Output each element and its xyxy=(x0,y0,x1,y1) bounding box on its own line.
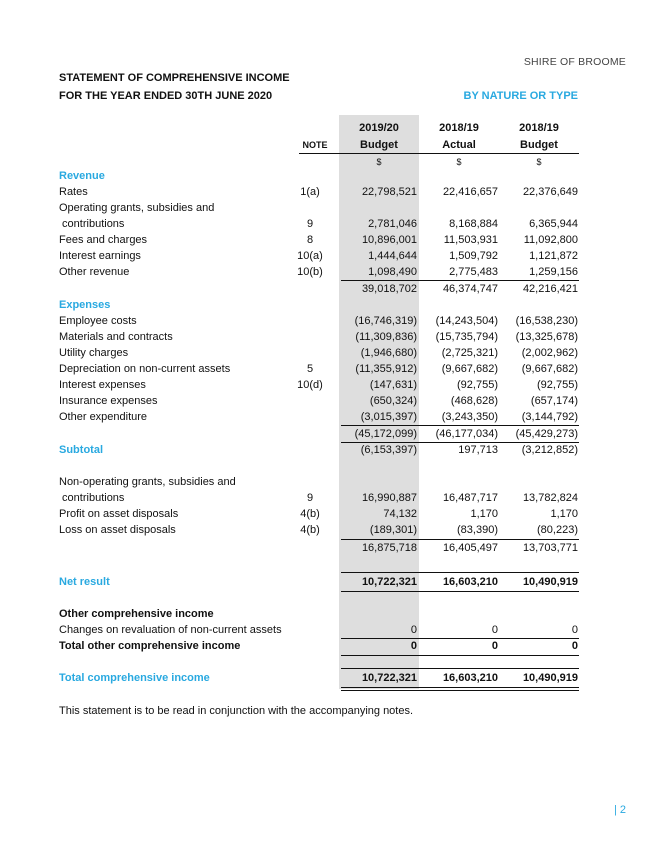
nonop-total-budget-2018-19: 13,703,771 xyxy=(522,542,578,554)
row-note: 9 xyxy=(306,218,314,230)
table-row xyxy=(0,379,652,395)
total-oci-budget-2019-20: 0 xyxy=(410,640,417,652)
total-ci-label: Total comprehensive income xyxy=(59,672,210,684)
expense-total-budget-2018-19: (45,429,273) xyxy=(515,428,578,440)
total-ci-rule-top xyxy=(341,668,579,669)
row-budget-2019-20: 22,798,521 xyxy=(361,186,417,198)
row-budget-2018-19: (657,174) xyxy=(530,395,578,407)
total-ci-actual-2018-19: 16,603,210 xyxy=(442,672,498,684)
row-actual-2018-19: (2,725,321) xyxy=(441,347,498,359)
table-row xyxy=(0,508,652,524)
row-budget-2018-19: (3,144,792) xyxy=(521,411,578,423)
row-budget-2019-20: (189,301) xyxy=(369,524,417,536)
row-label: Other expenditure xyxy=(59,411,148,423)
table-row xyxy=(0,331,652,347)
row-label: Interest earnings xyxy=(59,250,141,262)
row-note: 1(a) xyxy=(300,186,320,198)
nonop-total-budget-2019-20: 16,875,718 xyxy=(361,542,417,554)
row-budget-2018-19: 1,259,156 xyxy=(529,266,578,278)
table-row xyxy=(0,202,652,218)
revenue-heading: Revenue xyxy=(59,170,105,182)
col2-type: Actual xyxy=(442,139,476,151)
row-budget-2018-19: 22,376,649 xyxy=(522,186,578,198)
row-actual-2018-19: (92,755) xyxy=(457,379,498,391)
row-actual-2018-19: (3,243,350) xyxy=(441,411,498,423)
row-label: Fees and charges xyxy=(59,234,148,246)
row-label: Other revenue xyxy=(59,266,130,278)
row-budget-2019-20: 74,132 xyxy=(383,508,417,520)
net-result-row xyxy=(0,576,652,592)
row-budget-2019-20: 1,098,490 xyxy=(368,266,417,278)
statement-title: STATEMENT OF COMPREHENSIVE INCOME xyxy=(59,72,290,84)
revenue-total-rule xyxy=(341,280,579,281)
table-row xyxy=(0,234,652,250)
row-note: 5 xyxy=(306,363,314,375)
total-ci-budget-2018-19: 10,490,919 xyxy=(522,672,578,684)
expense-total-rule-top xyxy=(341,425,579,426)
row-note: 8 xyxy=(306,234,314,246)
subtotal-row xyxy=(0,444,652,460)
row-budget-2018-19: 13,782,824 xyxy=(522,492,578,504)
row-actual-2018-19: 16,487,717 xyxy=(442,492,498,504)
row-budget-2018-19: 1,170 xyxy=(550,508,578,520)
row-budget-2019-20: (11,355,912) xyxy=(355,363,417,375)
row-budget-2018-19: (80,223) xyxy=(537,524,578,536)
row-budget-2018-19: 1,121,872 xyxy=(529,250,578,262)
row-budget-2019-20: 0 xyxy=(410,624,417,636)
row-actual-2018-19: (9,667,682) xyxy=(441,363,498,375)
subtotal-budget-2018-19: (3,212,852) xyxy=(521,444,578,456)
total-oci-row xyxy=(0,640,652,656)
oci-heading: Other comprehensive income xyxy=(59,608,214,620)
row-budget-2019-20: (650,324) xyxy=(369,395,417,407)
table-row xyxy=(0,395,652,411)
note-header: NOTE xyxy=(302,140,328,150)
nonop-total-row xyxy=(0,542,652,558)
row-actual-2018-19: 0 xyxy=(491,624,498,636)
nonop-total-rule xyxy=(341,539,579,540)
total-oci-budget-2018-19: 0 xyxy=(571,640,578,652)
expenses-heading-row xyxy=(0,299,652,315)
total-oci-actual-2018-19: 0 xyxy=(491,640,498,652)
row-note: 10(a) xyxy=(297,250,323,262)
table-row xyxy=(0,218,652,234)
total-ci-budget-2019-20: 10,722,321 xyxy=(361,672,417,684)
expenses-heading: Expenses xyxy=(59,299,111,311)
total-ci-row xyxy=(0,672,652,688)
row-budget-2019-20: (16,746,319) xyxy=(354,315,417,327)
expense-total-budget-2019-20: (45,172,099) xyxy=(354,428,417,440)
row-actual-2018-19: 1,170 xyxy=(470,508,498,520)
row-budget-2018-19: (9,667,682) xyxy=(521,363,578,375)
revenue-total-actual-2018-19: 46,374,747 xyxy=(442,283,498,295)
row-label: Interest expenses xyxy=(59,379,146,391)
row-actual-2018-19: 11,503,931 xyxy=(443,234,498,246)
col1-year: 2019/20 xyxy=(359,122,399,134)
total-oci-label: Total other comprehensive income xyxy=(59,640,241,652)
col2-year: 2018/19 xyxy=(439,122,479,134)
table-row xyxy=(0,186,652,202)
row-budget-2019-20: 10,896,001 xyxy=(361,234,417,246)
row-actual-2018-19: (15,735,794) xyxy=(435,331,498,343)
expense-total-rule-bottom xyxy=(341,442,579,443)
col3-year: 2018/19 xyxy=(519,122,559,134)
row-budget-2019-20: 2,781,046 xyxy=(368,218,417,230)
table-row xyxy=(0,315,652,331)
table-row xyxy=(0,476,652,492)
row-label: contributions xyxy=(59,492,125,504)
row-label: Depreciation on non-current assets xyxy=(59,363,231,375)
row-budget-2018-19: 0 xyxy=(571,624,578,636)
row-label: Employee costs xyxy=(59,315,137,327)
row-label: Insurance expenses xyxy=(59,395,158,407)
row-budget-2019-20: (1,946,680) xyxy=(360,347,417,359)
col2-currency: $ xyxy=(456,157,462,167)
net-result-budget-2018-19: 10,490,919 xyxy=(522,576,578,588)
expense-total-actual-2018-19: (46,177,034) xyxy=(435,428,498,440)
total-oci-rule-top xyxy=(341,638,579,639)
row-budget-2019-20: 1,444,644 xyxy=(368,250,417,262)
table-row xyxy=(0,492,652,508)
row-label: Non-operating grants, subsidies and xyxy=(59,476,236,488)
subtotal-budget-2019-20: (6,153,397) xyxy=(360,444,417,456)
row-note: 10(d) xyxy=(297,379,323,391)
total-ci-double-rule xyxy=(341,687,579,691)
page-number: | 2 xyxy=(613,804,626,816)
net-result-label: Net result xyxy=(59,576,110,588)
row-budget-2019-20: (11,309,836) xyxy=(355,331,417,343)
col3-type: Budget xyxy=(520,139,558,151)
row-label: Loss on asset disposals xyxy=(59,524,176,536)
col1-currency: $ xyxy=(376,157,382,167)
nonop-total-actual-2018-19: 16,405,497 xyxy=(442,542,498,554)
row-label: Changes on revaluation of non-current assets xyxy=(59,624,282,636)
organisation-name: SHIRE OF BROOME xyxy=(523,56,626,68)
row-budget-2018-19: (2,002,962) xyxy=(521,347,578,359)
row-label: Materials and contracts xyxy=(59,331,173,343)
row-label: contributions xyxy=(59,218,125,230)
net-result-rule-top xyxy=(341,572,579,573)
row-budget-2018-19: 6,365,944 xyxy=(529,218,578,230)
col1-type: Budget xyxy=(360,139,398,151)
header-rule xyxy=(299,153,579,154)
row-actual-2018-19: 8,168,884 xyxy=(449,218,498,230)
row-note: 4(b) xyxy=(300,508,320,520)
classification-label: BY NATURE OR TYPE xyxy=(463,90,578,102)
row-note: 10(b) xyxy=(297,266,323,278)
row-actual-2018-19: (83,390) xyxy=(457,524,498,536)
revenue-total-row xyxy=(0,283,652,299)
row-label: Utility charges xyxy=(59,347,129,359)
table-row xyxy=(0,250,652,266)
row-budget-2018-19: (92,755) xyxy=(537,379,578,391)
row-label: Operating grants, subsidies and xyxy=(59,202,215,214)
col3-currency: $ xyxy=(536,157,542,167)
row-actual-2018-19: 1,509,792 xyxy=(449,250,498,262)
subtotal-label: Subtotal xyxy=(59,444,103,456)
row-label: Rates xyxy=(59,186,88,198)
row-budget-2019-20: (3,015,397) xyxy=(360,411,417,423)
table-row xyxy=(0,363,652,379)
revenue-total-budget-2019-20: 39,018,702 xyxy=(361,283,417,295)
table-row xyxy=(0,347,652,363)
revenue-total-budget-2018-19: 42,216,421 xyxy=(522,283,578,295)
table-row xyxy=(0,524,652,540)
subtotal-actual-2018-19: 197,713 xyxy=(458,444,498,456)
revenue-heading-row xyxy=(0,170,652,186)
net-result-budget-2019-20: 10,722,321 xyxy=(361,576,417,588)
oci-heading-row xyxy=(0,608,652,624)
net-result-actual-2018-19: 16,603,210 xyxy=(442,576,498,588)
row-actual-2018-19: 2,775,483 xyxy=(449,266,498,278)
row-budget-2019-20: 16,990,887 xyxy=(361,492,417,504)
row-budget-2018-19: (13,325,678) xyxy=(515,331,578,343)
row-budget-2018-19: (16,538,230) xyxy=(515,315,578,327)
statement-period: FOR THE YEAR ENDED 30TH JUNE 2020 xyxy=(59,90,273,102)
row-actual-2018-19: 22,416,657 xyxy=(442,186,498,198)
row-note: 4(b) xyxy=(300,524,320,536)
net-result-rule-bottom xyxy=(341,591,579,592)
row-budget-2019-20: (147,631) xyxy=(369,379,417,391)
footnote: This statement is to be read in conjunction with the accompanying notes. xyxy=(59,705,414,717)
row-actual-2018-19: (14,243,504) xyxy=(435,315,498,327)
row-budget-2018-19: 11,092,800 xyxy=(523,234,578,246)
total-oci-rule-bottom xyxy=(341,655,579,656)
row-note: 9 xyxy=(306,492,314,504)
row-actual-2018-19: (468,628) xyxy=(450,395,498,407)
row-label: Profit on asset disposals xyxy=(59,508,179,520)
